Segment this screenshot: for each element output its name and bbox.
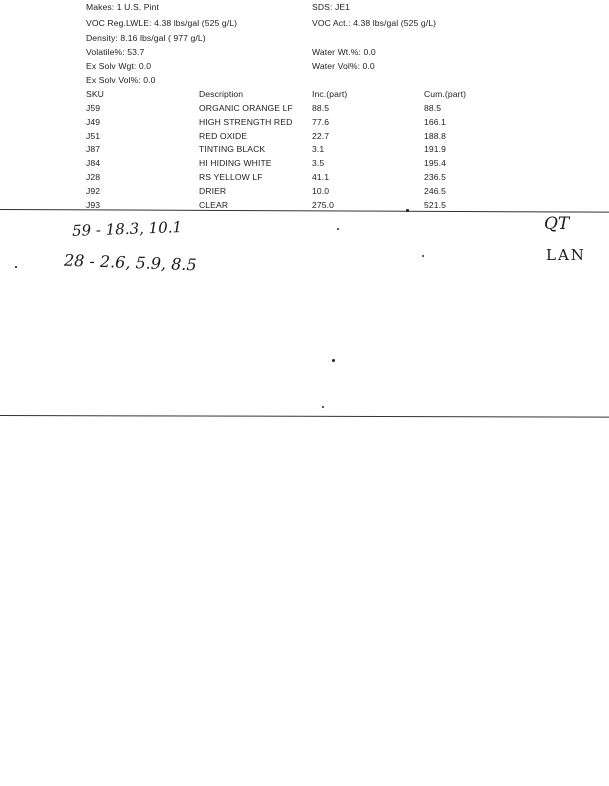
row-sku: J59 [86,103,101,113]
top-divider-line [0,209,609,213]
water-wt-text: Water Wt.%: 0.0 [312,47,376,57]
volatile-text: Volatile%: 53.7 [86,47,145,57]
ex-solv-vol-text: Ex Solv Vol%: 0.0 [86,75,156,85]
column-header-inc: Inc.(part) [312,89,348,99]
row-description: ORGANIC ORANGE LF [199,103,293,113]
row-cum: 188.8 [424,131,447,141]
row-description: RS YELLOW LF [199,172,263,182]
row-sku: J51 [86,131,101,141]
handwritten-note-lan: LAN [546,246,586,264]
row-inc: 275.0 [312,200,335,210]
row-inc: 77.6 [312,117,330,127]
voc-reg-text: VOC Reg.LWLE: 4.38 lbs/gal (525 g/L) [86,18,238,28]
handwritten-note-28: 28 - 2.6, 5.9, 8.5 [63,250,197,275]
row-cum: 195.4 [424,158,447,168]
row-inc: 3.5 [312,158,325,168]
row-cum: 88.5 [424,103,442,113]
row-cum: 246.5 [424,186,447,196]
row-inc: 3.1 [312,144,325,154]
handwritten-note-59: 59 - 18.3, 10.1 [71,218,183,240]
row-sku: J84 [86,158,101,168]
row-description: DRIER [199,186,227,196]
row-sku: J28 [86,172,101,182]
row-inc: 10.0 [312,186,330,196]
makes-text: Makes: 1 U.S. Pint [86,2,159,12]
bottom-divider-line [0,415,609,418]
density-text: Density: 8.16 lbs/gal ( 977 g/L) [86,33,206,43]
sds-text: SDS: JE1 [312,2,351,12]
row-description: HI HIDING WHITE [199,158,272,168]
row-cum: 191.9 [424,144,447,154]
row-inc: 41.1 [312,172,330,182]
row-cum: 166.1 [424,117,447,127]
row-sku: J87 [86,144,101,154]
row-sku: J93 [86,200,101,210]
speck-dot [406,209,409,212]
row-sku: J49 [86,117,101,127]
row-cum: 521.5 [424,200,447,210]
column-header-sku: SKU [86,89,104,99]
speck-dot [337,228,339,230]
row-description: HIGH STRENGTH RED [199,117,293,127]
handwritten-note-qt: QT [544,214,570,234]
water-vol-text: Water Vol%: 0.0 [312,61,375,71]
row-inc: 22.7 [312,131,330,141]
speck-dot [422,255,424,257]
column-header-cum: Cum.(part) [424,89,467,99]
speck-dot [332,359,335,362]
row-description: TINTING BLACK [199,144,266,154]
row-cum: 236.5 [424,172,447,182]
row-description: RED OXIDE [199,131,248,141]
speck-dot [322,406,324,408]
voc-act-text: VOC Act.: 4.38 lbs/gal (525 g/L) [312,18,437,28]
speck-dot [15,266,17,268]
row-sku: J92 [86,186,101,196]
row-description: CLEAR [199,200,229,210]
column-header-description: Description [199,89,244,99]
row-inc: 88.5 [312,103,330,113]
ex-solv-wgt-text: Ex Solv Wgt: 0.0 [86,61,152,71]
